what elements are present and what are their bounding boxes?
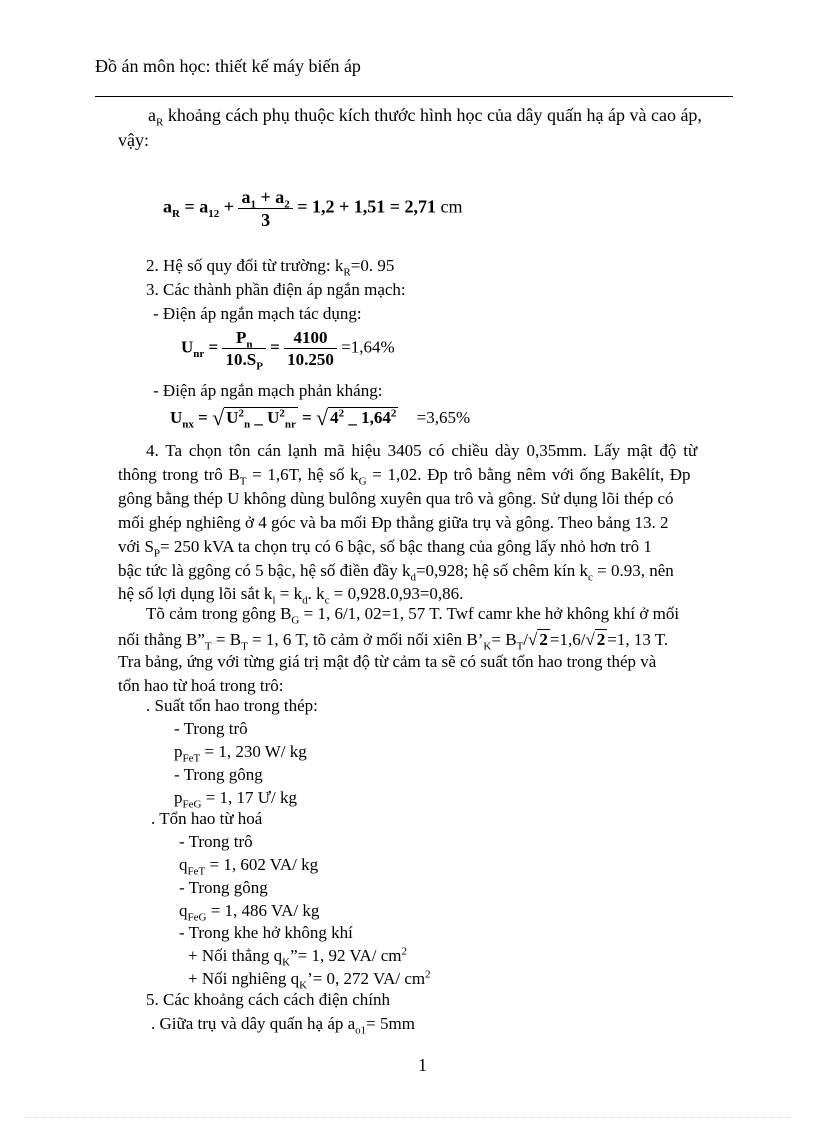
item-4-line-4: mối ghép nghiêng ở 4 góc và ba mối Đp thẳng giữa trụ và gông. Theo bảng 13. 2: [118, 513, 669, 532]
equation-ar: $a_R = a_{12}$ + $\frac{a_1 + a_2}{3}$ = 1,2 + 1,51 = 2,71 cm: [163, 187, 463, 230]
mag-gap-straight: + Nối thẳng $q_K”= 1$, 92 VA/ $cm^2$: [188, 945, 407, 969]
loss-heading: . Suất tổn hao trong thép:: [146, 696, 318, 715]
page-header: Đồ án môn học: thiết kế máy biến áp: [95, 56, 361, 76]
mag-yoke-value: $q_{FeG} = 1$, 486 VA/ kg: [179, 901, 320, 924]
mag-gap-inclined: + Nối nghiêng $q_K’= 0$, 272 VA/ $cm^2$: [188, 968, 431, 992]
para-2-line-4: tổn hao từ hoá trong trô:: [118, 676, 284, 695]
para-2-line-3: Tra bảng, ứng với từng giá trị mật độ từ cảm ta sẽ có suất tổn hao trong thép và: [118, 652, 657, 671]
loss-yoke-label: - Trong gông: [174, 765, 263, 784]
unx-label: - Điện áp ngắn mạch phản kháng:: [153, 381, 383, 400]
fraction-pn: $\frac{P_n}{10.S_P}$: [222, 329, 265, 368]
page-number: 1: [418, 1055, 427, 1075]
fraction-4100: $\frac{4100}{10.250}$: [284, 329, 337, 368]
equation-unr: $U_{nr}$ = $\frac{P_n}{10.S_P}$ = $\frac{4100}{10.250}$ =1,64%: [181, 328, 395, 373]
item-4-line-1: 4. Ta chọn tôn cán lạnh mã hiệu 3405 có chiều dày 0,35mm. Lấy mật độ từ: [146, 441, 698, 460]
loss-core-value: $p_{FeT} = 1$, 230 W/ kg: [174, 742, 307, 765]
item-4-line-6: bậc tức là ggông có 5 bậc, hệ số điền đầy $k_d=0,928$; hệ số chêm kín $k_c = 0.93$, nên: [118, 561, 674, 584]
mag-core-label: - Trong trô: [179, 832, 253, 851]
loss-yoke-value: $p_{FeG} = 1$, 17 Ư/ kg: [174, 788, 297, 811]
item-4-line-2: thông trong trô $B_T = 1,6T$, hệ số $k_G = 1,02$. Đp trô bằng nêm với ống Bakêlít, Đp: [118, 465, 691, 488]
para-2-line-2: nối thẳng $B”_T = B_T = 1$, 6 T, tõ cảm ở mối nối xiên $B’_K= B_T/√$ 2 =1,6/√ 2 =1, 13 T.: [118, 630, 669, 653]
equation-unx: $U_{nx}$ = √ $U^2_n$ _ $U^2_{nr}$ = √ $4^2$ _ 1,64$^2$ =3,65%: [170, 405, 471, 431]
mag-yoke-label: - Trong gông: [179, 878, 268, 897]
item-3: 3. Các thành phần điện áp ngắn mạch:: [146, 280, 406, 299]
loss-core-label: - Trong trô: [174, 719, 248, 738]
mag-core-value: $q_{FeT} = 1$, 602 VA/ kg: [179, 855, 319, 878]
item-5-line-1: . Giữa trụ và dây quấn hạ áp $a_{o1}= 5mm$: [151, 1014, 415, 1037]
sqrt-icon: √: [585, 630, 595, 649]
mag-gap-label: - Trong khe hở không khí: [179, 923, 353, 942]
item-5-heading: 5. Các khoảng cách cách điện chính: [146, 990, 391, 1009]
item-4-line-3: gông bằng thép U không dùng bulông xuyên qua trô và gông. Sử dụng lõi thép có: [118, 489, 674, 508]
intro-line-1: $a_R$ khoảng cách phụ thuộc kích thước hình học của dây quấn hạ áp và cao áp,: [148, 105, 702, 129]
header-rule: [95, 96, 733, 97]
sqrt-icon: √: [212, 405, 225, 430]
para-2-line-1: Tõ cảm trong gông $B_G = 1$, 6/1, 02=1, 57 T. Twf camr khe hở không khí ở mối: [146, 604, 680, 627]
item-4-line-7: hệ số lợi dụng lõi sắt $k_l = k_d$. $k_c = 0,928.0,93=0,86$.: [118, 584, 464, 607]
sqrt-icon: √: [316, 405, 329, 430]
sqrt-icon: √: [528, 630, 538, 649]
footer-dotted-rule: [25, 1117, 791, 1118]
item-4-line-5: với $S_P= 250$ kVA ta chọn trụ có 6 bậc, số bậc thang của gông lấy nhỏ hơn trô 1: [118, 537, 652, 560]
fraction-a1-a2: $\frac{a_1 + a_2}{3}$: [238, 188, 292, 229]
item-2: 2. Hệ số quy đổi từ trường: $k_R=0$. 95: [146, 256, 395, 279]
intro-line-2: vậy:: [118, 130, 149, 150]
mag-heading: . Tổn hao từ hoá: [151, 809, 263, 828]
unr-label: - Điện áp ngắn mạch tác dụng:: [153, 304, 362, 323]
